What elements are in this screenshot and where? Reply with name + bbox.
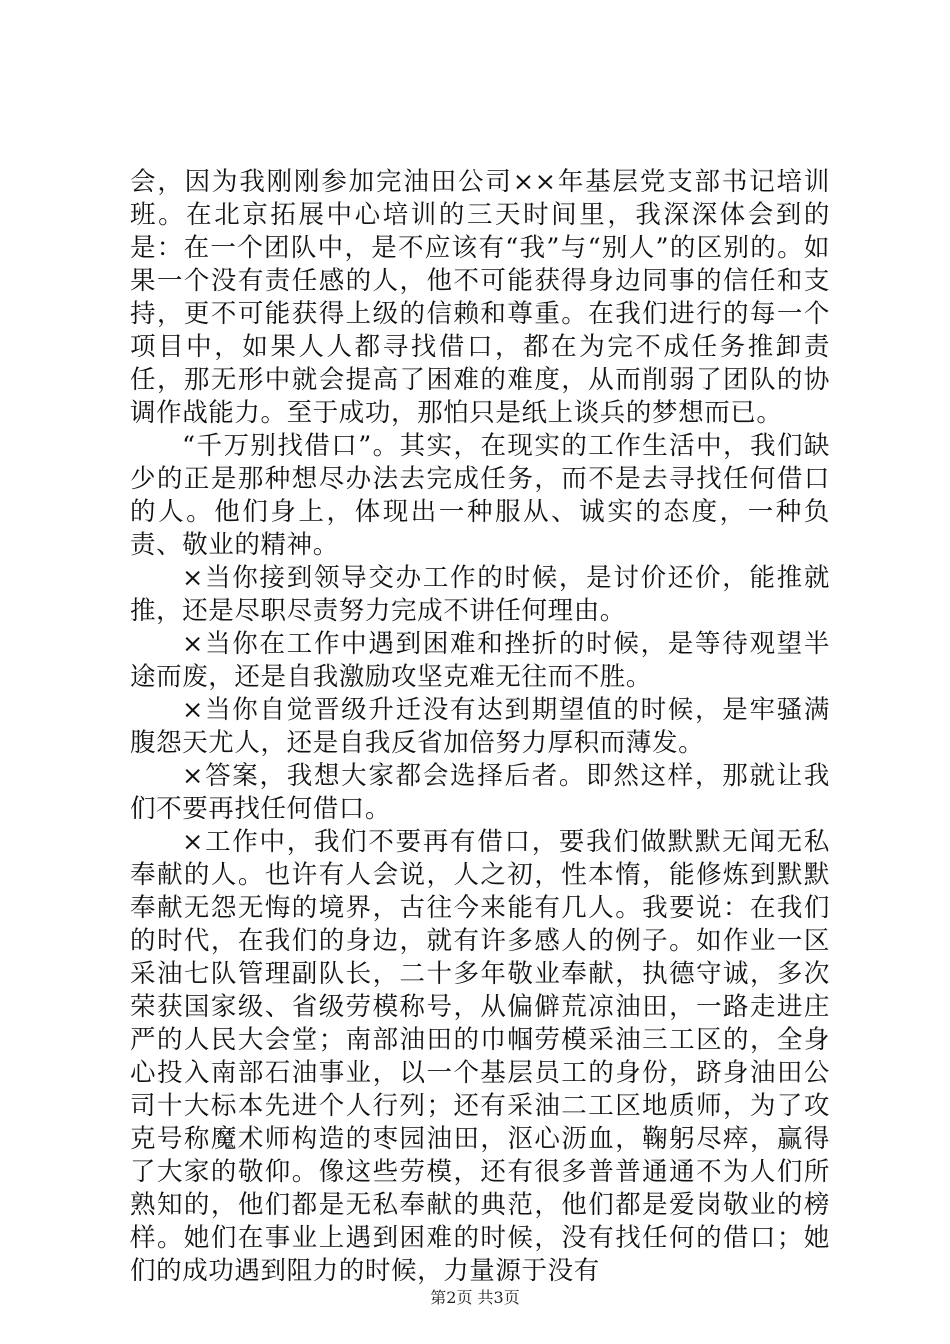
paragraph-6: ×答案，我想大家都会选择后者。即然这样，那就让我们不要再找任何借口。 [130, 761, 830, 824]
document-body [130, 166, 830, 1288]
page-number: 第2页 共3页 [430, 1288, 520, 1307]
paragraph-7: ×工作中，我们不要再有借口，要我们做默默无闻无私奉献的人。也许有人会说，人之初，性本惰，能修炼到默默奉献无怨无悔的境界，古往今来能有几人。我要说：在我们的时代，在我们的身边，就有许多感人的例子。如作业一区采油七队管理副队长，二十多年敬业奉献，执德守诚，多次荣获国家级、省级劳模称号，从偏僻荒凉油田，一路走进庄严的人民大会堂；南部油田的巾帼劳模采油三工区的，全身心投入南部石油事业，以一个基层员工的身份，跻身油田公司十大标本先进个人行列；还有采油二工区地质师，为了攻克号称魔术师构造的枣园油田，沤心沥血，鞠躬尽瘁，赢得了大家的敬仰。像这些劳模，还有很多普普通通不为人们所熟知的，他们都是无私奉献的典范，他们都是爱岗敬业的榜样。她们在事业上遇到困难的时候，没有找任何的借口；她们的成功遇到阻力的时候，力量源于没有 [130, 827, 830, 1286]
paragraph-1: 会，因为我刚刚参加完油田公司××年基层党支部书记培训班。在北京拓展中心培训的三天时间里，我深深体会到的是：在一个团队中，是不应该有“我”与“别人”的区别的。如果一个没有责任感的人，他不可能获得身边同事的信任和支持，更不可能获得上级的信赖和尊重。在我们进行的每一个项目中，如果人人都寻找借口，都在为完不成任务推卸责任，那无形中就会提高了困难的难度，从而削弱了团队的协调作战能力。至于成功，那怕只是纸上谈兵的梦想而已。 [130, 167, 830, 428]
paragraph-5: ×当你自觉晋级升迁没有达到期望值的时候，是牢骚满腹怨天尤人，还是自我反省加倍努力厚积而薄发。 [130, 695, 830, 758]
page-footer [0, 1288, 950, 1308]
paragraph-3: ×当你接到领导交办工作的时候，是讨价还价，能推就推，还是尽职尽责努力完成不讲任何理由。 [130, 563, 830, 626]
paragraph-2: “千万别找借口”。其实，在现实的工作生活中，我们缺少的正是那种想尽办法去完成任务，而不是去寻找任何借口的人。他们身上，体现出一种服从、诚实的态度，一种负责、敬业的精神。 [130, 431, 830, 560]
paragraph-4: ×当你在工作中遇到困难和挫折的时候，是等待观望半途而废，还是自我激励攻坚克难无往而不胜。 [130, 629, 830, 692]
